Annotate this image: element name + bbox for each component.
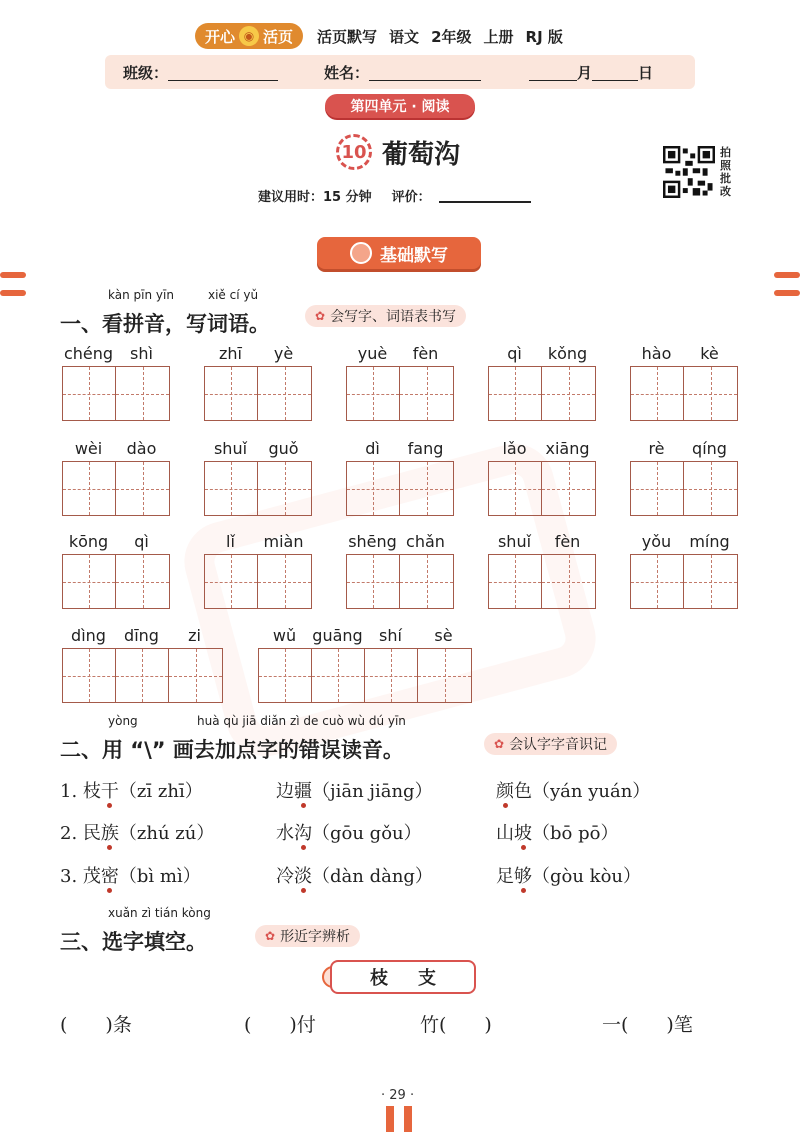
fill-blank-2[interactable]: ( )付	[244, 1014, 316, 1036]
word-pinyin	[346, 344, 452, 363]
volume: 上册	[483, 27, 514, 46]
reading-options: （gòu kòu）	[532, 866, 642, 887]
lesson-title	[336, 132, 460, 172]
word-pinyin	[630, 344, 736, 363]
writing-box[interactable]	[63, 555, 116, 608]
syllable: guǒ	[268, 439, 299, 458]
lesson-name: 葡萄沟	[382, 139, 461, 170]
dotted-char: 沟	[294, 823, 312, 844]
qr-label: 拍照批改	[720, 146, 731, 198]
word-part: 冷	[276, 866, 294, 887]
q2-number: 二、	[60, 738, 102, 762]
syllable: kōng	[68, 532, 109, 551]
word-pinyin	[62, 626, 221, 645]
writing-box[interactable]	[631, 555, 684, 608]
syllable: chǎn	[406, 532, 445, 551]
q2-item[interactable]	[60, 862, 201, 888]
writing-box[interactable]	[205, 462, 258, 515]
reading-options: （bō pō）	[532, 823, 619, 844]
syllable: miàn	[263, 532, 304, 551]
syllable: wèi	[74, 439, 103, 458]
dotted-char: 坡	[514, 823, 532, 844]
time-line	[258, 186, 531, 205]
q2-item[interactable]	[496, 862, 641, 888]
syllable: kǒng	[547, 344, 588, 363]
word-pinyin	[630, 439, 736, 458]
syllable: shí	[379, 626, 402, 645]
q2-row	[60, 819, 740, 847]
choice-char: 支	[418, 968, 436, 989]
name-label: 姓名：	[324, 63, 370, 82]
writing-box[interactable]	[542, 555, 595, 608]
q2-row	[60, 862, 740, 890]
word-part: 枝	[82, 781, 101, 802]
dotted-char: 族	[100, 823, 119, 844]
syllable: wǔ	[272, 626, 297, 645]
section-badge-icon	[350, 242, 372, 264]
syllable: zi	[188, 626, 201, 645]
writing-boxes[interactable]	[62, 461, 170, 516]
syllable: sè	[434, 626, 453, 645]
day-field[interactable]	[592, 63, 638, 81]
syllable: qíng	[692, 439, 727, 458]
word-part: 色	[514, 781, 532, 802]
writing-boxes[interactable]	[258, 648, 472, 703]
q2-item[interactable]	[276, 862, 433, 888]
writing-box[interactable]	[631, 367, 684, 420]
side-decoration	[774, 290, 800, 296]
reading-options: （gōu gǒu）	[312, 823, 422, 844]
q2-title: 用 “\” 画去加点字的错误读音。	[102, 738, 404, 762]
writing-box[interactable]	[258, 462, 311, 515]
writing-boxes[interactable]	[488, 366, 596, 421]
unit-tag: 第四单元 · 阅读	[325, 94, 475, 118]
word-pinyin	[204, 439, 310, 458]
writing-box[interactable]	[684, 555, 737, 608]
brand-logo: 开心 ◉ 活页	[195, 23, 303, 49]
writing-box[interactable]	[258, 555, 311, 608]
syllable: dīng	[124, 626, 159, 645]
word-pinyin	[488, 439, 594, 458]
q3-number: 三、	[60, 930, 102, 954]
reading-options: （yán yuán）	[532, 781, 651, 802]
q3-heading	[60, 906, 211, 956]
reading-options: （zī zhī）	[118, 781, 203, 802]
writing-boxes[interactable]	[346, 554, 454, 609]
writing-box[interactable]	[489, 462, 542, 515]
syllable: fèn	[412, 344, 439, 363]
syllable: guāng	[312, 626, 363, 645]
writing-box[interactable]	[258, 367, 311, 420]
syllable: hào	[641, 344, 672, 363]
writing-box[interactable]	[684, 462, 737, 515]
syllable: shēng	[348, 532, 397, 551]
writing-boxes[interactable]	[62, 648, 223, 703]
side-decoration	[774, 272, 800, 278]
side-decoration	[0, 290, 26, 296]
grade: 2年级	[431, 27, 472, 46]
syllable: rè	[648, 439, 665, 458]
word-pinyin	[62, 344, 168, 363]
writing-boxes[interactable]	[204, 554, 312, 609]
word-part: 2.	[60, 823, 83, 844]
dotted-char: 疆	[294, 781, 312, 802]
class-label: 班级：	[123, 63, 169, 82]
word-part: 水	[276, 823, 294, 844]
writing-box[interactable]	[63, 649, 116, 702]
q3-title-pinyin: xuǎn zì tián kòng	[108, 906, 211, 920]
reading-options: （zhú zú）	[118, 823, 215, 844]
writing-boxes[interactable]	[204, 366, 312, 421]
syllable: fang	[407, 439, 444, 458]
qr-code-icon[interactable]	[663, 146, 715, 198]
book-meta	[317, 26, 563, 47]
writing-box[interactable]	[205, 555, 258, 608]
word-pinyin	[346, 439, 452, 458]
syllable: dìng	[71, 626, 106, 645]
q3-title: 选字填空。	[102, 930, 207, 954]
writing-box[interactable]	[312, 649, 365, 702]
syllable: shuǐ	[213, 439, 248, 458]
section-title: 基础默写	[317, 237, 481, 269]
subject: 语文	[389, 27, 420, 46]
writing-box[interactable]	[365, 649, 418, 702]
q2-row	[60, 777, 740, 805]
edition: RJ 版	[525, 27, 563, 46]
name-field[interactable]	[369, 63, 481, 81]
word-pinyin	[488, 344, 594, 363]
writing-box[interactable]	[116, 367, 169, 420]
dotted-char: 够	[514, 866, 532, 887]
writing-box[interactable]	[63, 462, 116, 515]
dotted-char: 淡	[294, 866, 312, 887]
word-pinyin	[258, 626, 470, 645]
choice-char: 枝	[370, 968, 388, 989]
q2-item[interactable]	[496, 819, 618, 845]
q2-item[interactable]	[496, 777, 650, 803]
writing-box[interactable]	[347, 462, 400, 515]
bottom-decoration	[404, 1106, 412, 1132]
fill-blank-3[interactable]: 竹( )	[420, 1014, 492, 1036]
suggested-time: 建议用时：15 分钟	[258, 190, 372, 205]
syllable: qì	[507, 344, 522, 363]
word-pinyin	[62, 532, 168, 551]
syllable: shuǐ	[497, 532, 532, 551]
syllable: yè	[273, 344, 294, 363]
writing-box[interactable]	[63, 367, 116, 420]
month-label: 月	[577, 63, 593, 82]
writing-box[interactable]	[400, 367, 453, 420]
q2-item[interactable]	[276, 777, 433, 803]
writing-box[interactable]	[347, 367, 400, 420]
writing-box[interactable]	[347, 555, 400, 608]
writing-boxes[interactable]	[630, 366, 738, 421]
word-part: 茂	[82, 866, 101, 887]
word-pinyin	[204, 344, 310, 363]
q2-item[interactable]	[60, 777, 203, 803]
syllable: xiāng	[545, 439, 590, 458]
writing-boxes[interactable]	[630, 554, 738, 609]
q1-title: 看拼音，写词语。	[102, 312, 270, 336]
dotted-char: 颜	[496, 781, 514, 802]
q1-number: 一、	[60, 312, 102, 336]
q2-item[interactable]	[276, 819, 422, 845]
q1-title-pinyin: xiě cí yǔ	[208, 288, 259, 302]
writing-box[interactable]	[169, 649, 222, 702]
side-decoration	[0, 272, 26, 278]
writing-boxes[interactable]	[346, 461, 454, 516]
syllable: dào	[126, 439, 157, 458]
q2-title-pinyin: huà qù jiā diǎn zì de cuò wù dú yīn	[197, 714, 406, 728]
writing-box[interactable]	[400, 462, 453, 515]
writing-box[interactable]	[259, 649, 312, 702]
q2-title-pinyin: yòng	[108, 714, 138, 728]
word-part: 足	[496, 866, 514, 887]
writing-box[interactable]	[489, 555, 542, 608]
word-part: 3.	[60, 866, 83, 887]
syllable: chéng	[63, 344, 114, 363]
syllable: lǎo	[502, 439, 527, 458]
writing-box[interactable]	[116, 649, 169, 702]
class-field[interactable]	[168, 63, 278, 81]
syllable: qì	[134, 532, 149, 551]
syllable: míng	[689, 532, 730, 551]
evaluation-label: 评价：	[391, 190, 431, 205]
word-pinyin	[204, 532, 310, 551]
fill-blank-4[interactable]: 一( )笔	[602, 1014, 693, 1036]
writing-boxes[interactable]	[488, 554, 596, 609]
reading-options: （dàn dàng）	[312, 866, 433, 887]
evaluation-field[interactable]	[439, 189, 531, 203]
writing-box[interactable]	[116, 555, 169, 608]
fill-blank-1[interactable]: ( )条	[60, 1014, 132, 1036]
page-number: · 29 ·	[381, 1088, 415, 1103]
writing-boxes[interactable]	[488, 461, 596, 516]
writing-box[interactable]	[400, 555, 453, 608]
choice-box	[330, 960, 476, 994]
series-name: 活页默写	[317, 27, 378, 46]
q2-heading	[60, 714, 406, 764]
writing-boxes[interactable]	[62, 554, 170, 609]
word-part: 民	[82, 823, 101, 844]
q3-tip: ✿ 形近字辨析	[255, 925, 360, 947]
writing-boxes[interactable]	[346, 366, 454, 421]
q1-tip: ✿ 会写字、词语表书写	[305, 305, 466, 327]
reading-options: （bì mì）	[118, 866, 201, 887]
word-pinyin	[488, 532, 594, 551]
word-part: 边	[276, 781, 294, 802]
word-part: 1.	[60, 781, 83, 802]
writing-boxes[interactable]	[630, 461, 738, 516]
bottom-decoration	[386, 1106, 394, 1132]
writing-box[interactable]	[116, 462, 169, 515]
syllable: yǒu	[641, 532, 672, 551]
brand-ring-icon: ◉	[239, 26, 259, 46]
lesson-number-badge: 10	[336, 134, 372, 170]
word-pinyin	[62, 439, 168, 458]
reading-options: （jiān jiāng）	[312, 781, 433, 802]
syllable: zhī	[219, 344, 242, 363]
writing-box[interactable]	[418, 649, 471, 702]
writing-box[interactable]	[205, 367, 258, 420]
q2-tip: ✿ 会认字字音识记	[484, 733, 617, 755]
month-field[interactable]	[529, 63, 577, 81]
top-bar	[195, 22, 615, 50]
q1-title-pinyin: kàn pīn yīn	[108, 288, 174, 302]
syllable: dì	[365, 439, 380, 458]
word-pinyin	[630, 532, 736, 551]
writing-box[interactable]	[542, 367, 595, 420]
dotted-char: 干	[100, 781, 119, 802]
student-info-bar	[105, 55, 695, 89]
writing-boxes[interactable]	[204, 461, 312, 516]
day-label: 日	[638, 63, 654, 82]
writing-box[interactable]	[489, 367, 542, 420]
q2-item[interactable]	[60, 819, 214, 845]
syllable: lǐ	[226, 532, 235, 551]
syllable: kè	[700, 344, 719, 363]
syllable: shì	[130, 344, 153, 363]
word-pinyin	[346, 532, 452, 551]
writing-box[interactable]	[542, 462, 595, 515]
writing-box[interactable]	[684, 367, 737, 420]
syllable: yuè	[357, 344, 388, 363]
syllable: fèn	[554, 532, 581, 551]
word-part: 山	[496, 823, 514, 844]
writing-box[interactable]	[631, 462, 684, 515]
q1-heading	[60, 288, 270, 338]
dotted-char: 密	[100, 866, 119, 887]
writing-boxes[interactable]	[62, 366, 170, 421]
